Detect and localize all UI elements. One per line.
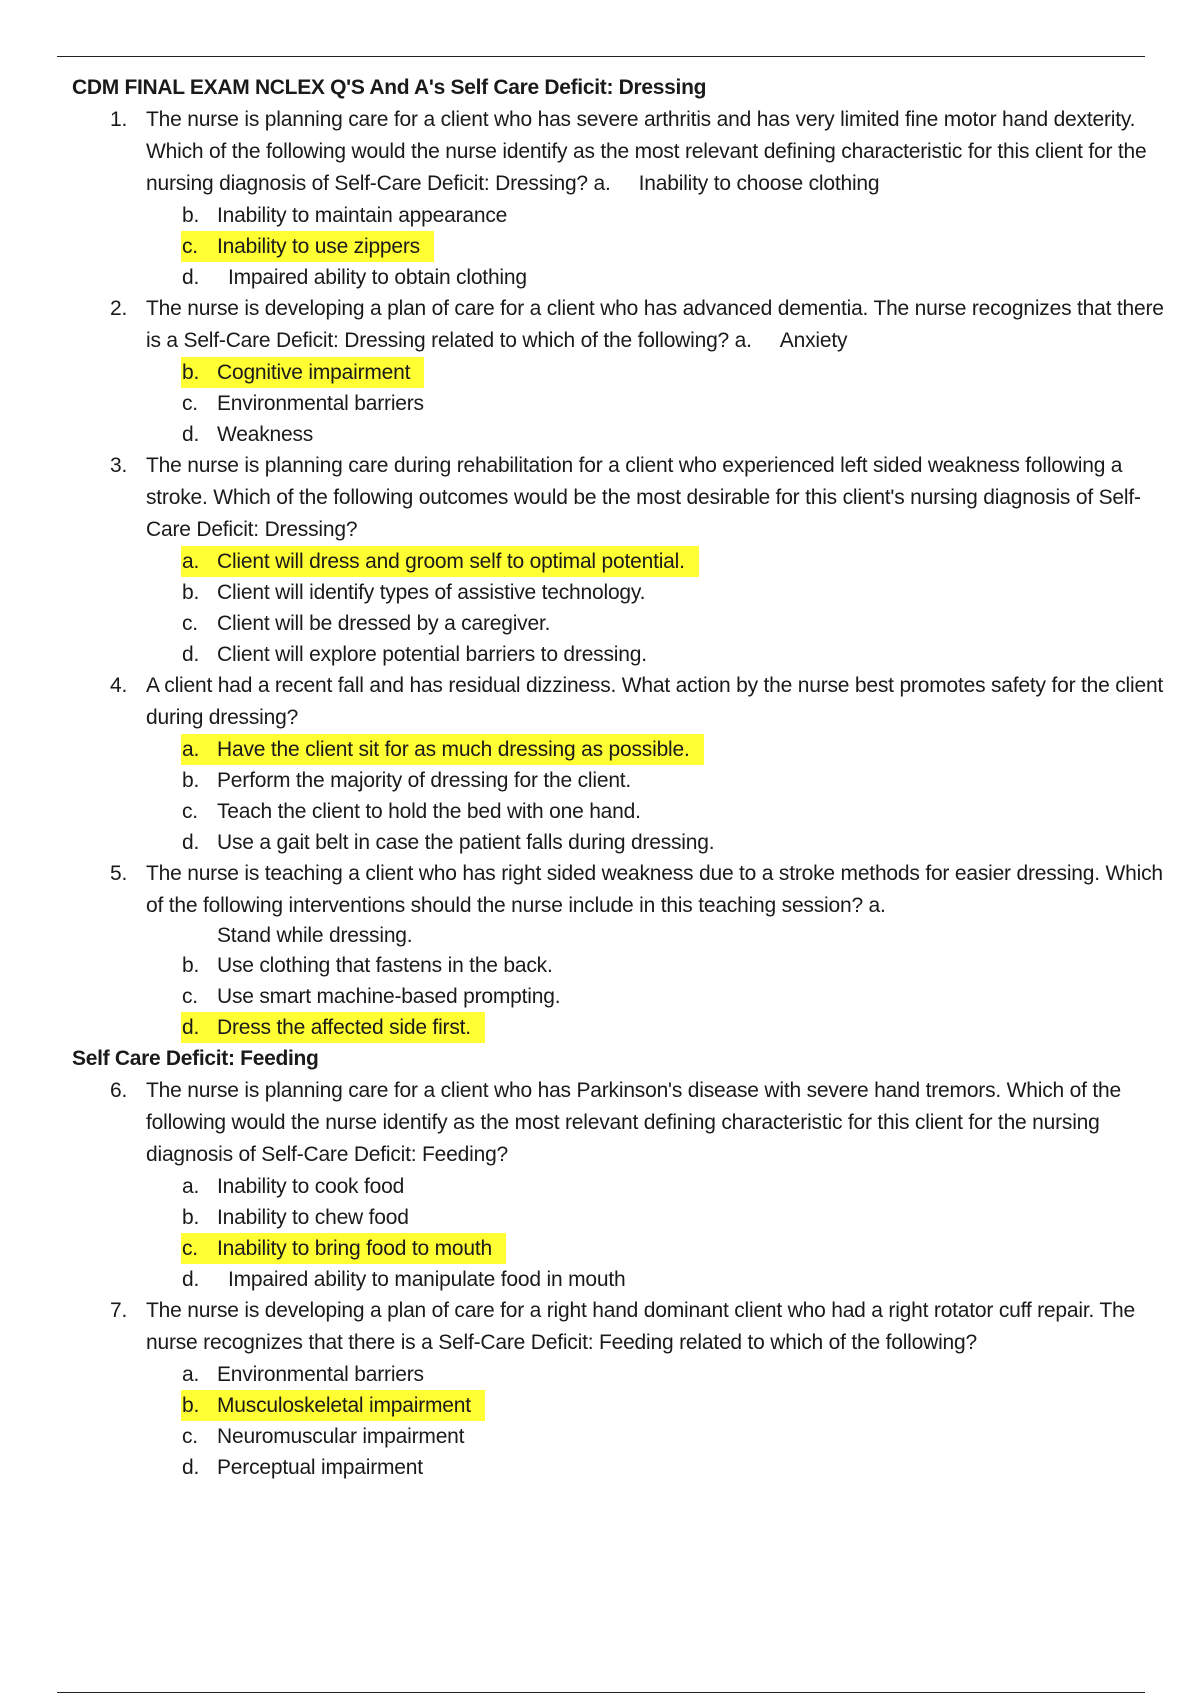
- question-number: 6.: [110, 1079, 128, 1102]
- option-b-correct: b. Musculoskeletal impairment: [72, 1390, 1172, 1421]
- top-rule: [57, 56, 1145, 57]
- question-number: 4.: [110, 674, 128, 697]
- option-c-correct: c. Inability to use zippers: [72, 231, 1172, 262]
- question-stem: The nurse is planning care for a client who has Parkinson's disease with severe hand tremors. Which of the following would the nurse identify as the most relevant defining characteristic for this client for the nursing diagnosis of Self-Care Deficit: Feeding?: [146, 1079, 1121, 1166]
- option-c: c. Neuromuscular impairment: [182, 1425, 465, 1448]
- question-stem: The nurse is developing a plan of care for a client who has advanced dementia. The nurse recognizes that there is a Self-Care Deficit: Dressing related to which of the following? a.: [146, 297, 1164, 352]
- options-list: [72, 734, 1172, 858]
- document-title: CDM FINAL EXAM NCLEX Q'S And A's Self Care Deficit: Dressing: [72, 76, 707, 99]
- question-5: [72, 858, 1172, 922]
- question-6: [72, 1075, 1172, 1171]
- option-b-correct: b. Cognitive impairment: [72, 357, 1172, 388]
- document-page: [72, 72, 1172, 1483]
- option-c: c. Teach the client to hold the bed with one hand.: [182, 800, 641, 823]
- option-d: d. Impaired ability to manipulate food in mouth: [182, 1268, 626, 1291]
- option-a-correct: a. Client will dress and groom self to optimal potential.: [72, 546, 1172, 577]
- option-d: d. Perceptual impairment: [182, 1456, 423, 1479]
- question-stem: The nurse is planning care during rehabilitation for a client who experienced left sided weakness following a stroke. Which of the following outcomes would be the most desirable for this client's nursing diagnosis of Self-Care Deficit: Dressing?: [146, 454, 1141, 541]
- option-a: a. Inability to cook food: [182, 1175, 405, 1198]
- question-3: [72, 450, 1172, 546]
- option-c: c. Client will be dressed by a caregiver.: [182, 612, 551, 635]
- option-d: d. Use a gait belt in case the patient falls during dressing.: [182, 831, 715, 854]
- option-b: b. Inability to chew food: [182, 1206, 409, 1229]
- question-number: 5.: [110, 862, 128, 885]
- option-b: b. Client will identify types of assistive technology.: [182, 581, 646, 604]
- question-1: [72, 104, 1172, 200]
- question-stem: A client had a recent fall and has residual dizziness. What action by the nurse best promotes safety for the client during dressing?: [146, 674, 1164, 729]
- option-c: c. Environmental barriers: [182, 392, 424, 415]
- options-list: [72, 546, 1172, 670]
- section-title: Self Care Deficit: Feeding: [72, 1047, 319, 1070]
- option-d: d. Client will explore potential barriers to dressing.: [182, 643, 647, 666]
- option-a-continuation: Stand while dressing.: [217, 924, 413, 947]
- bottom-rule: [57, 1692, 1145, 1693]
- option-c: c. Use smart machine-based prompting.: [182, 985, 561, 1008]
- option-b: b. Perform the majority of dressing for the client.: [182, 769, 632, 792]
- option-c-correct: c. Inability to bring food to mouth: [72, 1233, 1172, 1264]
- question-number: 1.: [110, 108, 128, 131]
- options-list: [72, 200, 1172, 293]
- question-number: 2.: [110, 297, 128, 320]
- question-number: 7.: [110, 1299, 128, 1322]
- option-b: b. Use clothing that fastens in the back.: [182, 954, 553, 977]
- option-d: d. Impaired ability to obtain clothing: [182, 266, 527, 289]
- option-a-correct: a. Have the client sit for as much dressing as possible.: [72, 734, 1172, 765]
- question-stem: The nurse is planning care for a client who has severe arthritis and has very limited fine motor hand dexterity. Which of the following would the nurse identify as the most relevant defining characteristic for this client for the nursing diagnosis of Self-Care Deficit: Dressing? a.: [146, 108, 1147, 195]
- option-d: d. Weakness: [182, 423, 314, 446]
- options-list: [72, 950, 1172, 1043]
- question-stem: The nurse is developing a plan of care for a right hand dominant client who had a right rotator cuff repair. The nurse recognizes that there is a Self-Care Deficit: Feeding related to which of the following?: [146, 1299, 1135, 1354]
- inline-option-a: Anxiety: [779, 329, 848, 352]
- question-number: 3.: [110, 454, 128, 477]
- question-2: [72, 293, 1172, 357]
- option-b: b. Inability to maintain appearance: [182, 204, 508, 227]
- options-list: [72, 1359, 1172, 1483]
- question-stem: The nurse is teaching a client who has right sided weakness due to a stroke methods for easier dressing. Which of the following interventions should the nurse include in this teaching session? a.: [146, 862, 1163, 917]
- question-7: [72, 1295, 1172, 1359]
- options-list: [72, 357, 1172, 450]
- option-d-correct: d. Dress the affected side first.: [72, 1012, 1172, 1043]
- options-list: [72, 1171, 1172, 1295]
- inline-option-a: Inability to choose clothing: [638, 172, 880, 195]
- question-4: [72, 670, 1172, 734]
- option-a: a. Environmental barriers: [182, 1363, 424, 1386]
